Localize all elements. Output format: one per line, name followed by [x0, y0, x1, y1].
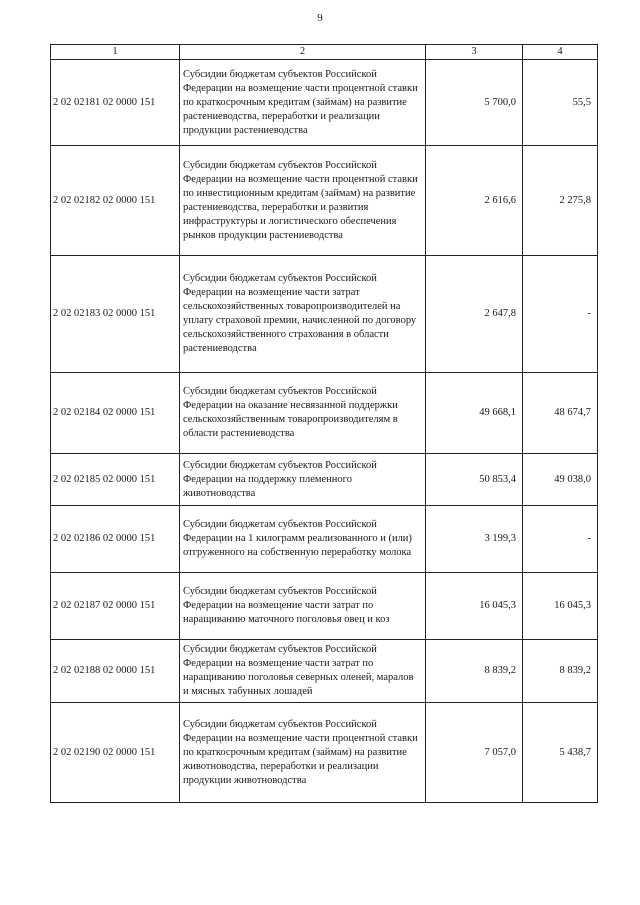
income-description: Субсидии бюджетам субъектов Российской Федерации на возмещение части затрат по наращиванию поголовья северных оленей, маралов и мясных табунных лошадей [180, 640, 426, 703]
income-code: 2 02 02183 02 0000 151 [51, 256, 180, 373]
table-header-row [51, 45, 598, 60]
income-description: Субсидии бюджетам субъектов Российской Федерации на возмещение части процентной ставки по инвестиционным кредитам (займам) на развитие растениеводства, переработки и развития инфраструктуры и логистического обеспечения рынков продукции растениеводства [180, 146, 426, 256]
table-row [51, 146, 598, 256]
amount-col3: 3 199,3 [426, 506, 523, 573]
table-row [51, 373, 598, 454]
amount-col3: 2 616,6 [426, 146, 523, 256]
amount-col4: 2 275,8 [523, 146, 598, 256]
income-description: Субсидии бюджетам субъектов Российской Федерации на возмещение части затрат по наращиванию маточного поголовья овец и коз [180, 573, 426, 640]
column-header-2: 2 [180, 45, 426, 60]
table-row [51, 506, 598, 573]
income-description: Субсидии бюджетам субъектов Российской Федерации на оказание несвязанной поддержки сельскохозяйственным товаропроизводителям в области растениеводства [180, 373, 426, 454]
amount-col4: 49 038,0 [523, 454, 598, 506]
amount-col3: 50 853,4 [426, 454, 523, 506]
income-code: 2 02 02185 02 0000 151 [51, 454, 180, 506]
amount-col4: - [523, 506, 598, 573]
income-code: 2 02 02181 02 0000 151 [51, 60, 180, 146]
table-row [51, 454, 598, 506]
income-code: 2 02 02187 02 0000 151 [51, 573, 180, 640]
income-code: 2 02 02186 02 0000 151 [51, 506, 180, 573]
amount-col3: 2 647,8 [426, 256, 523, 373]
income-description: Субсидии бюджетам субъектов Российской Федерации на возмещение части процентной ставки по краткосрочным кредитам (займам) на развитие растениеводства, переработки и реализации продукции растениеводства [180, 60, 426, 146]
amount-col3: 49 668,1 [426, 373, 523, 454]
income-description: Субсидии бюджетам субъектов Российской Федерации на возмещение части процентной ставки по краткосрочным кредитам (займам) на развитие животноводства, переработки и реализации продукции животноводства [180, 703, 426, 803]
amount-col4: 8 839,2 [523, 640, 598, 703]
column-header-1: 1 [51, 45, 180, 60]
income-code: 2 02 02182 02 0000 151 [51, 146, 180, 256]
income-code: 2 02 02188 02 0000 151 [51, 640, 180, 703]
income-code: 2 02 02184 02 0000 151 [51, 373, 180, 454]
amount-col4: 48 674,7 [523, 373, 598, 454]
income-description: Субсидии бюджетам субъектов Российской Федерации на 1 килограмм реализованного и (или) отгруженного на собственную переработку молока [180, 506, 426, 573]
income-description: Субсидии бюджетам субъектов Российской Федерации на возмещение части затрат сельскохозяйственных товаропроизводителей на уплату страховой премии, начисленной по договору сельскохозяйственного страхования в области растениеводства [180, 256, 426, 373]
table-row [51, 703, 598, 803]
amount-col3: 5 700,0 [426, 60, 523, 146]
amount-col4: 5 438,7 [523, 703, 598, 803]
page-number: 9 [317, 12, 323, 24]
table-row [51, 640, 598, 703]
income-code: 2 02 02190 02 0000 151 [51, 703, 180, 803]
table-row [51, 60, 598, 146]
amount-col4: - [523, 256, 598, 373]
table-row [51, 256, 598, 373]
column-header-4: 4 [523, 45, 598, 60]
budget-table [50, 44, 598, 803]
amount-col3: 7 057,0 [426, 703, 523, 803]
amount-col3: 16 045,3 [426, 573, 523, 640]
income-description: Субсидии бюджетам субъектов Российской Федерации на поддержку племенного животноводства [180, 454, 426, 506]
table-row [51, 573, 598, 640]
amount-col4: 55,5 [523, 60, 598, 146]
column-header-3: 3 [426, 45, 523, 60]
amount-col4: 16 045,3 [523, 573, 598, 640]
amount-col3: 8 839,2 [426, 640, 523, 703]
